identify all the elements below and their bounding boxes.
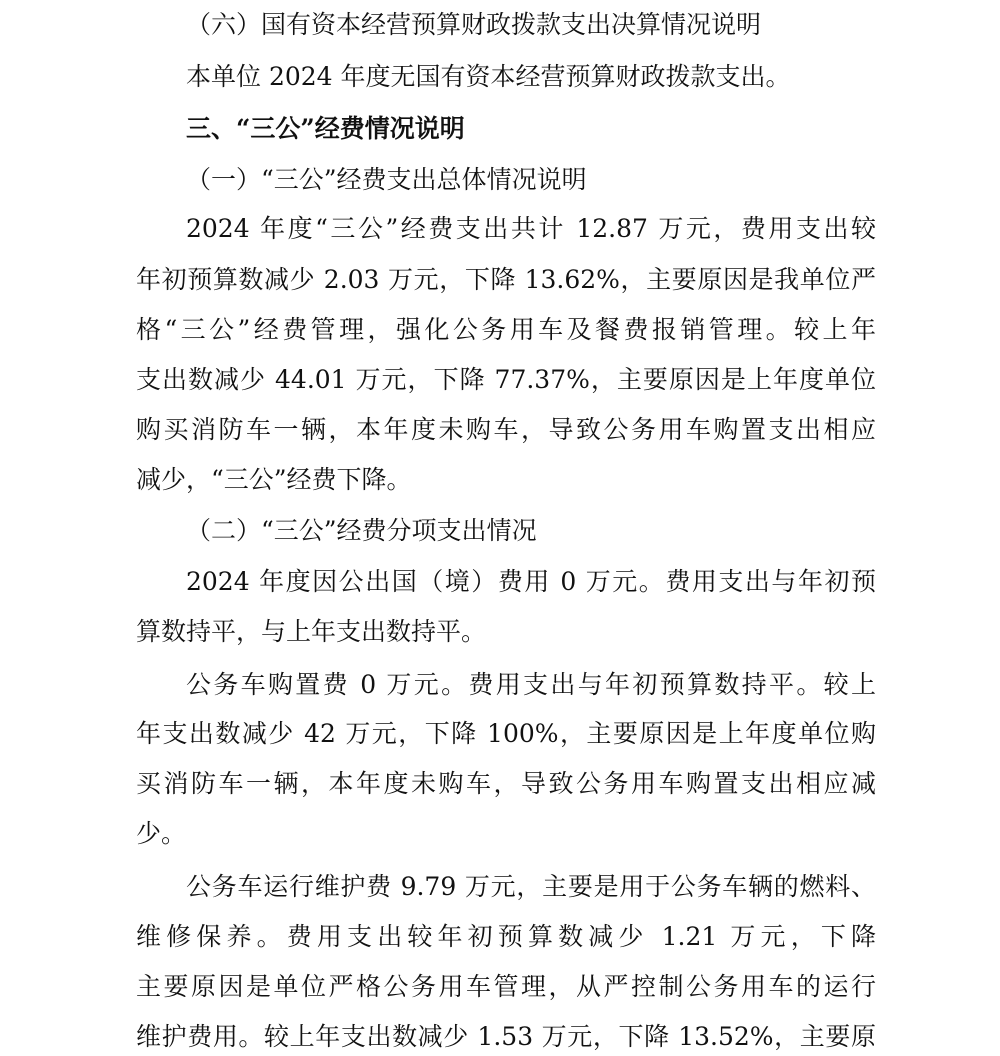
- subheading-state-capital-budget: （六）国有资本经营预算财政拨款支出决算情况说明: [186, 10, 762, 39]
- paragraph-overall-line-1: 2024 年度“三公”经费支出共计 12.87 万元，费用支出较: [186, 214, 876, 243]
- subheading-itemized: （二）“三公”经费分项支出情况: [186, 516, 537, 545]
- subheading-overall: （一）“三公”经费支出总体情况说明: [186, 165, 587, 194]
- paragraph-overall-line-5: 购买消防车一辆，本年度未购车，导致公务用车购置支出相应: [136, 415, 876, 444]
- paragraph-vehicle-purchase-line-2: 年支出数减少 42 万元，下降 100%，主要原因是上年度单位购: [136, 719, 876, 748]
- section-heading-three-public: 三、“三公”经费情况说明: [186, 114, 465, 143]
- paragraph-vehicle-purchase-line-1: 公务车购置费 0 万元。费用支出与年初预算数持平。较上: [186, 670, 876, 699]
- paragraph-overseas-line-1: 2024 年度因公出国（境）费用 0 万元。费用支出与年初预: [186, 567, 876, 596]
- paragraph-vehicle-purchase-line-4: 少。: [136, 819, 187, 848]
- paragraph-vehicle-maintenance-line-3: 主要原因是单位严格公务用车管理，从严控制公务用车的运行: [136, 972, 876, 1001]
- paragraph-overall-line-4: 支出数减少 44.01 万元，下降 77.37%，主要原因是上年度单位: [136, 365, 876, 394]
- paragraph-vehicle-maintenance-line-1: 公务车运行维护费 9.79 万元，主要是用于公务车辆的燃料、: [186, 872, 876, 901]
- paragraph-vehicle-maintenance-line-4: 维护费用。较上年支出数减少 1.53 万元，下降 13.52%，主要原: [136, 1022, 876, 1051]
- paragraph-state-capital-none: 本单位 2024 年度无国有资本经营预算财政拨款支出。: [186, 62, 791, 91]
- paragraph-overall-line-6: 减少，“三公”经费下降。: [136, 465, 412, 494]
- paragraph-vehicle-purchase-line-3: 买消防车一辆，本年度未购车，导致公务用车购置支出相应减: [136, 769, 876, 798]
- paragraph-vehicle-maintenance-line-2: 维修保养。费用支出较年初预算数减少 1.21 万元，下降: [136, 922, 876, 951]
- paragraph-overseas-line-2: 算数持平，与上年支出数持平。: [136, 617, 487, 646]
- paragraph-overall-line-2: 年初预算数减少 2.03 万元，下降 13.62%，主要原因是我单位严: [136, 265, 876, 294]
- paragraph-overall-line-3: 格“三公”经费管理，强化公务用车及餐费报销管理。较上年: [136, 315, 876, 344]
